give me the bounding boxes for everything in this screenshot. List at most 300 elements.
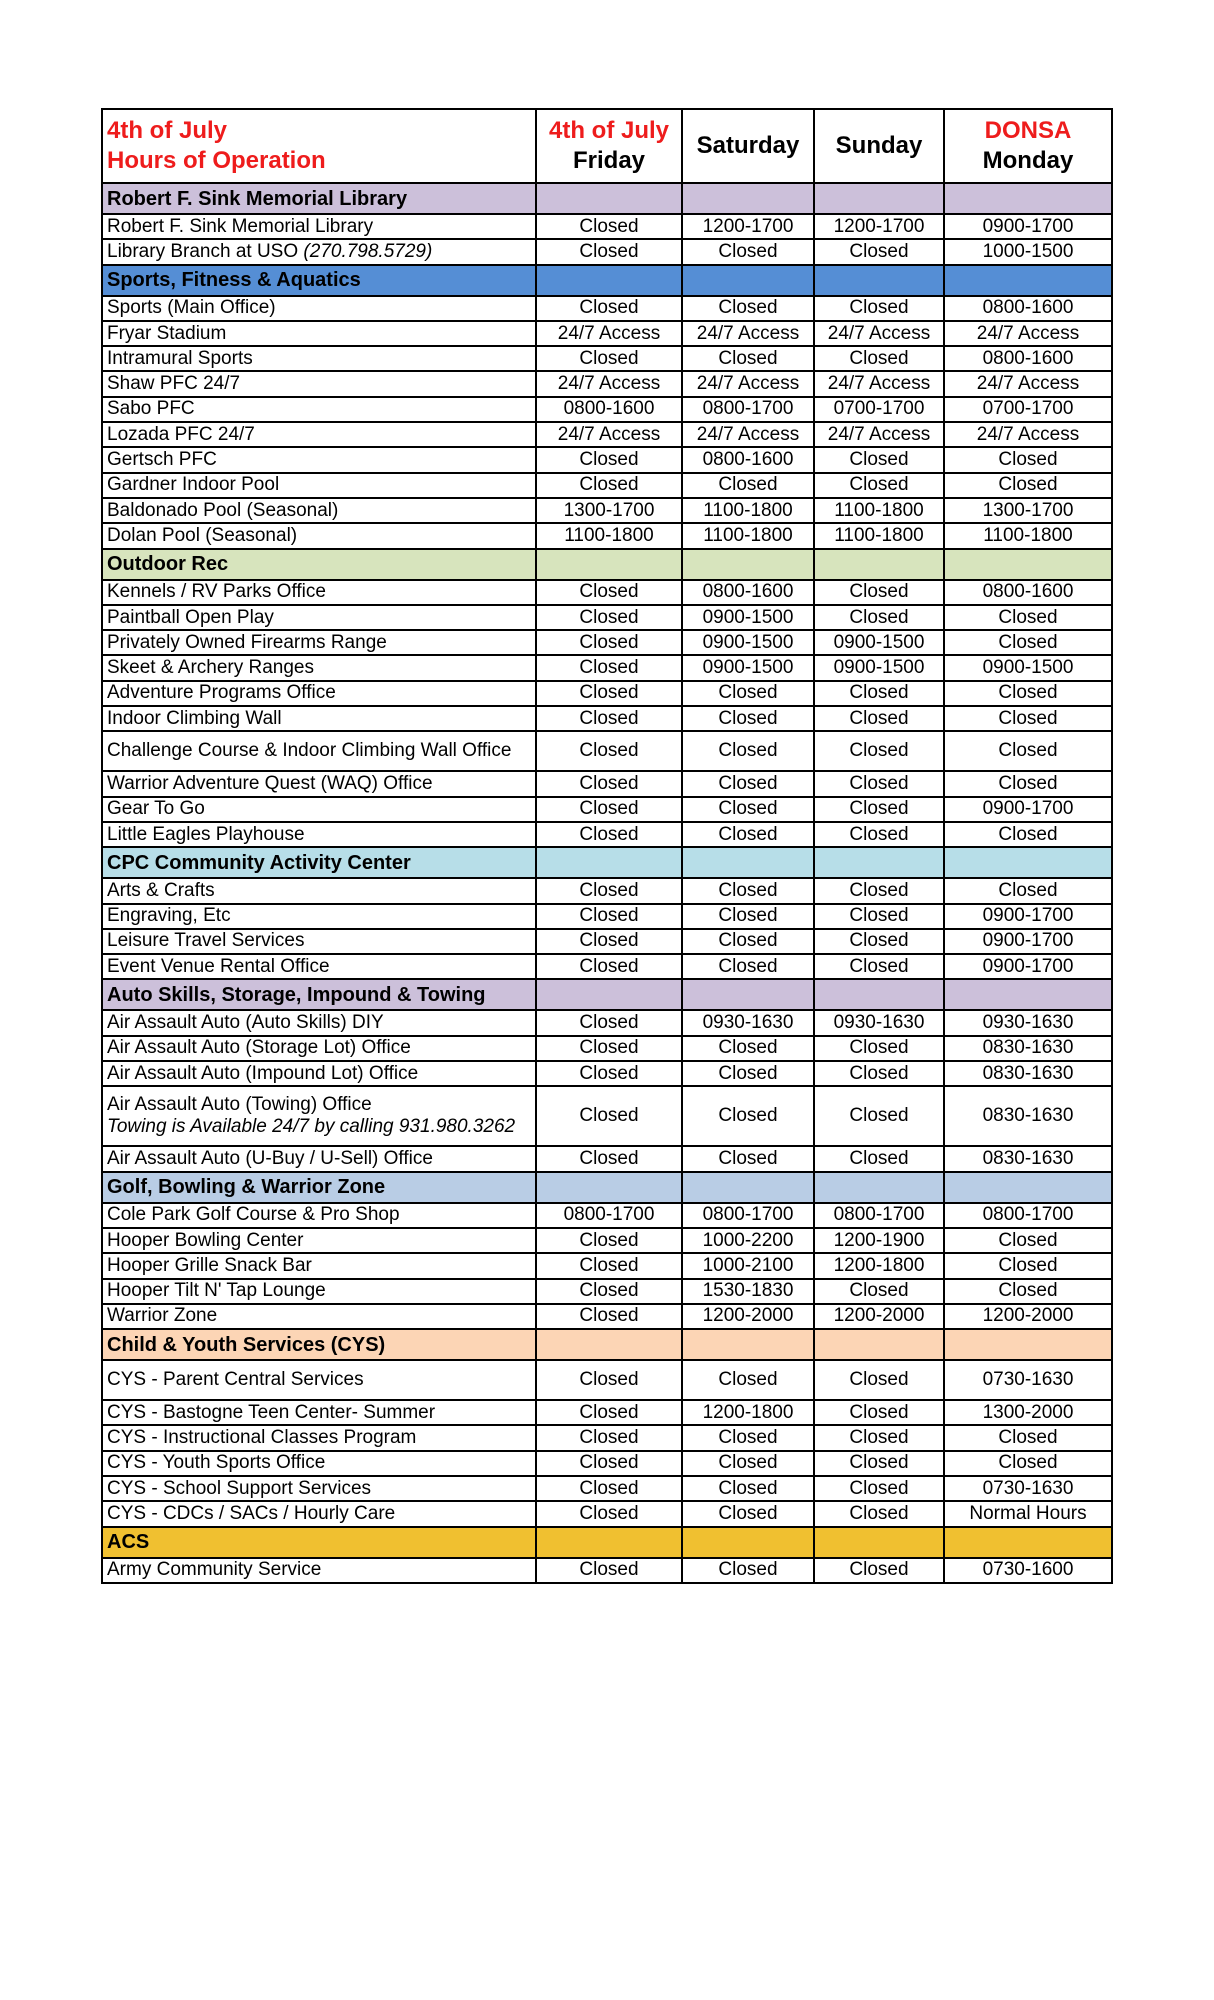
- hours-saturday: 0900-1500: [682, 630, 814, 655]
- table-row: [102, 1476, 1112, 1501]
- hours-sunday: 1200-1800: [814, 1253, 944, 1278]
- hours-saturday: Closed: [682, 1451, 814, 1476]
- facility-phone: (270.798.5729): [303, 240, 433, 262]
- hours-sunday: Closed: [814, 1476, 944, 1501]
- hours-saturday: 1100-1800: [682, 523, 814, 548]
- hours-monday: Closed: [944, 447, 1112, 472]
- table-row: [102, 1086, 1112, 1146]
- hours-sunday: Closed: [814, 1279, 944, 1304]
- hours-sunday: Closed: [814, 929, 944, 954]
- hours-monday: 0730-1630: [944, 1360, 1112, 1400]
- facility-name: [102, 954, 536, 979]
- hours-monday: 0730-1630: [944, 1476, 1112, 1501]
- hours-monday: 1200-2000: [944, 1304, 1112, 1329]
- hours-friday: 24/7 Access: [536, 371, 682, 396]
- section-fill-cell: [682, 549, 814, 580]
- hours-monday: 0800-1600: [944, 580, 1112, 605]
- hours-sunday: Closed: [814, 822, 944, 847]
- hours-saturday: 24/7 Access: [682, 371, 814, 396]
- hours-sunday: 0800-1700: [814, 1203, 944, 1228]
- facility-name: [102, 878, 536, 903]
- hours-friday: 0800-1600: [536, 397, 682, 422]
- hours-saturday: Closed: [682, 822, 814, 847]
- facility-name: [102, 1228, 536, 1253]
- facility-name: [102, 346, 536, 371]
- col-header-monday: [944, 109, 1112, 183]
- facility-name: [102, 1451, 536, 1476]
- table-row: [102, 771, 1112, 796]
- table-row: [102, 605, 1112, 630]
- hours-saturday: Closed: [682, 239, 814, 264]
- hours-saturday: 24/7 Access: [682, 422, 814, 447]
- section-fill-cell: [814, 265, 944, 296]
- hours-saturday: 0800-1700: [682, 1203, 814, 1228]
- hours-friday: Closed: [536, 1279, 682, 1304]
- table-row: [102, 1146, 1112, 1171]
- hours-monday: 1000-1500: [944, 239, 1112, 264]
- hours-monday: Closed: [944, 681, 1112, 706]
- table-row: [102, 214, 1112, 239]
- hours-sunday: Closed: [814, 580, 944, 605]
- hours-saturday: 0800-1700: [682, 397, 814, 422]
- hours-saturday: Closed: [682, 296, 814, 321]
- hours-saturday: 1100-1800: [682, 498, 814, 523]
- hours-friday: Closed: [536, 771, 682, 796]
- facility-label: CYS - Bastogne Teen Center- Summer: [107, 1401, 436, 1423]
- hours-sunday: 1200-1900: [814, 1228, 944, 1253]
- hours-monday: 1100-1800: [944, 523, 1112, 548]
- section-title: Robert F. Sink Memorial Library: [102, 183, 536, 214]
- hours-friday: Closed: [536, 1036, 682, 1061]
- hours-friday: Closed: [536, 706, 682, 731]
- table-row: [102, 580, 1112, 605]
- hours-friday: Closed: [536, 1558, 682, 1583]
- facility-label: Shaw PFC 24/7: [107, 373, 241, 395]
- facility-name: [102, 1203, 536, 1228]
- facility-label: Hooper Tilt N' Tap Lounge: [107, 1280, 326, 1302]
- table-body: [102, 183, 1112, 1583]
- hours-monday: Closed: [944, 1425, 1112, 1450]
- table-row: [102, 630, 1112, 655]
- facility-label: Privately Owned Firearms Range: [107, 631, 387, 653]
- section-fill-cell: [682, 1329, 814, 1360]
- facility-name: [102, 1086, 536, 1146]
- hours-monday: 0700-1700: [944, 397, 1112, 422]
- section-title: CPC Community Activity Center: [102, 847, 536, 878]
- hours-saturday: 1530-1830: [682, 1279, 814, 1304]
- facility-name: [102, 321, 536, 346]
- facility-name: [102, 1476, 536, 1501]
- facility-label: Engraving, Etc: [107, 905, 231, 927]
- hours-friday: Closed: [536, 822, 682, 847]
- section-header-golf: [102, 1172, 1112, 1203]
- hours-friday: Closed: [536, 296, 682, 321]
- section-fill-cell: [536, 979, 682, 1010]
- hours-monday: Closed: [944, 473, 1112, 498]
- facility-label: Skeet & Archery Ranges: [107, 657, 314, 679]
- facility-label: Air Assault Auto (U-Buy / U-Sell) Office: [107, 1147, 433, 1169]
- hours-monday: 0900-1700: [944, 797, 1112, 822]
- facility-name: [102, 498, 536, 523]
- section-title: Golf, Bowling & Warrior Zone: [102, 1172, 536, 1203]
- facility-label: Gear To Go: [107, 798, 205, 820]
- facility-label: Paintball Open Play: [107, 606, 274, 628]
- facility-label: CYS - Youth Sports Office: [107, 1452, 326, 1474]
- table-row: [102, 239, 1112, 264]
- hours-friday: Closed: [536, 929, 682, 954]
- table-row: [102, 447, 1112, 472]
- hours-table: [101, 108, 1113, 1584]
- facility-label: Arts & Crafts: [107, 879, 215, 901]
- hours-saturday: Closed: [682, 1476, 814, 1501]
- hours-friday: Closed: [536, 904, 682, 929]
- col-header-saturday: Saturday: [682, 109, 814, 183]
- facility-label: Robert F. Sink Memorial Library: [107, 215, 374, 237]
- facility-label: CYS - Instructional Classes Program: [107, 1427, 417, 1449]
- section-header-cys: [102, 1329, 1112, 1360]
- facility-label: Warrior Zone: [107, 1305, 218, 1327]
- facility-name: [102, 447, 536, 472]
- hours-monday: 24/7 Access: [944, 422, 1112, 447]
- hours-monday: Closed: [944, 706, 1112, 731]
- facility-label: Intramural Sports: [107, 347, 253, 369]
- section-title: ACS: [102, 1527, 536, 1558]
- hours-monday: 0900-1500: [944, 655, 1112, 680]
- hours-monday: 0930-1630: [944, 1010, 1112, 1035]
- hours-friday: Closed: [536, 655, 682, 680]
- hours-friday: Closed: [536, 1501, 682, 1526]
- table-row: [102, 1061, 1112, 1086]
- hours-saturday: 1200-2000: [682, 1304, 814, 1329]
- hours-monday: 0730-1600: [944, 1558, 1112, 1583]
- facility-name: [102, 605, 536, 630]
- section-fill-cell: [944, 549, 1112, 580]
- facility-name: [102, 523, 536, 548]
- hours-saturday: Closed: [682, 473, 814, 498]
- hours-sunday: 1200-1700: [814, 214, 944, 239]
- facility-name: [102, 214, 536, 239]
- facility-name: [102, 904, 536, 929]
- facility-name: [102, 797, 536, 822]
- section-fill-cell: [682, 847, 814, 878]
- hours-sunday: Closed: [814, 1146, 944, 1171]
- hours-sunday: 1100-1800: [814, 523, 944, 548]
- section-fill-cell: [682, 979, 814, 1010]
- section-fill-cell: [536, 1172, 682, 1203]
- section-header-cpc: [102, 847, 1112, 878]
- table-row: [102, 523, 1112, 548]
- section-fill-cell: [814, 979, 944, 1010]
- hours-friday: Closed: [536, 731, 682, 771]
- facility-label: Little Eagles Playhouse: [107, 823, 305, 845]
- hours-monday: Normal Hours: [944, 1501, 1112, 1526]
- section-title: Auto Skills, Storage, Impound & Towing: [102, 979, 536, 1010]
- table-row: [102, 731, 1112, 771]
- hours-friday: Closed: [536, 630, 682, 655]
- hours-friday: Closed: [536, 1360, 682, 1400]
- section-title: Sports, Fitness & Aquatics: [102, 265, 536, 296]
- hours-sunday: Closed: [814, 296, 944, 321]
- hours-saturday: 0800-1600: [682, 580, 814, 605]
- facility-label: Air Assault Auto (Storage Lot) Office: [107, 1037, 411, 1059]
- hours-saturday: 1000-2200: [682, 1228, 814, 1253]
- hours-saturday: Closed: [682, 797, 814, 822]
- facility-name: [102, 1010, 536, 1035]
- table-row: [102, 296, 1112, 321]
- table-row: [102, 929, 1112, 954]
- hours-sunday: Closed: [814, 605, 944, 630]
- hours-monday: 1300-1700: [944, 498, 1112, 523]
- table-row: [102, 1400, 1112, 1425]
- table-row: [102, 904, 1112, 929]
- hours-sunday: 24/7 Access: [814, 371, 944, 396]
- hours-monday: Closed: [944, 731, 1112, 771]
- hours-friday: Closed: [536, 346, 682, 371]
- table-title: [102, 109, 536, 183]
- section-fill-cell: [944, 265, 1112, 296]
- header-row: [102, 109, 1112, 183]
- hours-saturday: Closed: [682, 681, 814, 706]
- section-title: Child & Youth Services (CYS): [102, 1329, 536, 1360]
- facility-name: [102, 1558, 536, 1583]
- hours-saturday: Closed: [682, 878, 814, 903]
- hours-monday: Closed: [944, 605, 1112, 630]
- hours-sunday: Closed: [814, 1558, 944, 1583]
- hours-monday: 0900-1700: [944, 904, 1112, 929]
- table-row: [102, 1010, 1112, 1035]
- table-row: [102, 655, 1112, 680]
- table-row: [102, 1203, 1112, 1228]
- facility-name: [102, 239, 536, 264]
- facility-name: [102, 1279, 536, 1304]
- section-header-auto: [102, 979, 1112, 1010]
- table-row: [102, 1036, 1112, 1061]
- facility-label: Air Assault Auto (Impound Lot) Office: [107, 1062, 419, 1084]
- facility-name: [102, 655, 536, 680]
- hours-sunday: Closed: [814, 771, 944, 796]
- table-row: [102, 1253, 1112, 1278]
- hours-saturday: 0900-1500: [682, 605, 814, 630]
- hours-saturday: 0800-1600: [682, 447, 814, 472]
- col-header-monday-day: Monday: [982, 147, 1074, 174]
- section-fill-cell: [536, 183, 682, 214]
- table-row: [102, 954, 1112, 979]
- hours-sunday: Closed: [814, 1360, 944, 1400]
- hours-saturday: Closed: [682, 954, 814, 979]
- facility-name: [102, 296, 536, 321]
- hours-friday: Closed: [536, 214, 682, 239]
- hours-friday: Closed: [536, 681, 682, 706]
- col-header-friday-day: Friday: [572, 147, 646, 174]
- table-row: [102, 1451, 1112, 1476]
- table-row: [102, 681, 1112, 706]
- hours-friday: 24/7 Access: [536, 422, 682, 447]
- hours-saturday: Closed: [682, 1360, 814, 1400]
- hours-monday: 0900-1700: [944, 929, 1112, 954]
- section-fill-cell: [944, 979, 1112, 1010]
- col-header-friday: [536, 109, 682, 183]
- hours-friday: 24/7 Access: [536, 321, 682, 346]
- title-line-1: 4th of July: [107, 117, 228, 144]
- section-fill-cell: [944, 847, 1112, 878]
- section-header-sports: [102, 265, 1112, 296]
- col-header-monday-donsa: DONSA: [984, 117, 1072, 144]
- facility-name: [102, 1146, 536, 1171]
- facility-label: Army Community Service: [107, 1559, 322, 1581]
- hours-monday: 0900-1700: [944, 214, 1112, 239]
- hours-friday: 0800-1700: [536, 1203, 682, 1228]
- facility-name: [102, 822, 536, 847]
- facility-note: Towing is Available 24/7 by calling 931.980.3262: [107, 1116, 516, 1138]
- section-fill-cell: [536, 847, 682, 878]
- hours-saturday: Closed: [682, 1086, 814, 1146]
- facility-label: Sabo PFC: [107, 398, 195, 420]
- hours-sunday: Closed: [814, 1501, 944, 1526]
- hours-sunday: Closed: [814, 1400, 944, 1425]
- section-fill-cell: [814, 1172, 944, 1203]
- table-row: [102, 321, 1112, 346]
- table-row: [102, 422, 1112, 447]
- facility-label: Air Assault Auto (Auto Skills) DIY: [107, 1012, 384, 1034]
- hours-saturday: Closed: [682, 929, 814, 954]
- hours-sunday: Closed: [814, 239, 944, 264]
- hours-sunday: 1100-1800: [814, 498, 944, 523]
- facility-name: [102, 371, 536, 396]
- hours-saturday: 0930-1630: [682, 1010, 814, 1035]
- facility-name: [102, 929, 536, 954]
- hours-friday: Closed: [536, 1146, 682, 1171]
- hours-friday: Closed: [536, 1400, 682, 1425]
- facility-name: [102, 1036, 536, 1061]
- section-fill-cell: [682, 265, 814, 296]
- table-row: [102, 397, 1112, 422]
- hours-monday: 0800-1600: [944, 346, 1112, 371]
- col-header-sunday: Sunday: [814, 109, 944, 183]
- hours-sunday: 0700-1700: [814, 397, 944, 422]
- facility-name: [102, 422, 536, 447]
- hours-saturday: 0900-1500: [682, 655, 814, 680]
- table-row: [102, 1279, 1112, 1304]
- hours-friday: Closed: [536, 1476, 682, 1501]
- section-header-acs: [102, 1527, 1112, 1558]
- table-row: [102, 1228, 1112, 1253]
- hours-saturday: 1000-2100: [682, 1253, 814, 1278]
- facility-name: [102, 1400, 536, 1425]
- section-fill-cell: [814, 1527, 944, 1558]
- hours-sunday: Closed: [814, 1451, 944, 1476]
- table-row: [102, 878, 1112, 903]
- facility-label: Lozada PFC 24/7: [107, 423, 255, 445]
- hours-sunday: Closed: [814, 731, 944, 771]
- facility-name: [102, 1425, 536, 1450]
- hours-sunday: 0900-1500: [814, 630, 944, 655]
- hours-saturday: Closed: [682, 1425, 814, 1450]
- table-row: [102, 371, 1112, 396]
- hours-sunday: 24/7 Access: [814, 422, 944, 447]
- section-fill-cell: [944, 1527, 1112, 1558]
- hours-friday: Closed: [536, 1451, 682, 1476]
- hours-friday: Closed: [536, 1304, 682, 1329]
- hours-friday: Closed: [536, 797, 682, 822]
- hours-friday: 1300-1700: [536, 498, 682, 523]
- hours-saturday: Closed: [682, 1061, 814, 1086]
- table-row: [102, 822, 1112, 847]
- table-row: [102, 1425, 1112, 1450]
- facility-name: [102, 1360, 536, 1400]
- hours-sunday: Closed: [814, 473, 944, 498]
- facility-name: [102, 1304, 536, 1329]
- section-header-library: [102, 183, 1112, 214]
- table-row: [102, 1558, 1112, 1583]
- facility-label: Hooper Bowling Center: [107, 1229, 304, 1251]
- hours-sunday: 0930-1630: [814, 1010, 944, 1035]
- hours-monday: 0830-1630: [944, 1036, 1112, 1061]
- hours-friday: Closed: [536, 1010, 682, 1035]
- facility-name: [102, 397, 536, 422]
- facility-label: Warrior Adventure Quest (WAQ) Office: [107, 772, 433, 794]
- section-fill-cell: [814, 1329, 944, 1360]
- section-fill-cell: [814, 549, 944, 580]
- hours-monday: 0800-1600: [944, 296, 1112, 321]
- hours-saturday: Closed: [682, 904, 814, 929]
- section-fill-cell: [944, 183, 1112, 214]
- hours-friday: 1100-1800: [536, 523, 682, 548]
- facility-name: [102, 1061, 536, 1086]
- section-fill-cell: [814, 847, 944, 878]
- hours-sunday: Closed: [814, 1425, 944, 1450]
- facility-name: [102, 681, 536, 706]
- hours-saturday: Closed: [682, 731, 814, 771]
- hours-friday: Closed: [536, 1228, 682, 1253]
- facility-label: Baldonado Pool (Seasonal): [107, 499, 339, 521]
- facility-label: Library Branch at USO: [107, 240, 299, 262]
- hours-monday: Closed: [944, 1253, 1112, 1278]
- hours-monday: Closed: [944, 630, 1112, 655]
- facility-name: [102, 706, 536, 731]
- section-fill-cell: [944, 1329, 1112, 1360]
- facility-label: Sports (Main Office): [107, 297, 276, 319]
- facility-label: Fryar Stadium: [107, 322, 227, 344]
- hours-friday: Closed: [536, 1061, 682, 1086]
- table-row: [102, 498, 1112, 523]
- hours-monday: Closed: [944, 771, 1112, 796]
- table-row: [102, 1304, 1112, 1329]
- hours-friday: Closed: [536, 954, 682, 979]
- table-row: [102, 797, 1112, 822]
- hours-friday: Closed: [536, 1253, 682, 1278]
- hours-monday: Closed: [944, 878, 1112, 903]
- hours-saturday: 1200-1700: [682, 214, 814, 239]
- facility-name: [102, 771, 536, 796]
- hours-monday: 0830-1630: [944, 1061, 1112, 1086]
- hours-monday: 1300-2000: [944, 1400, 1112, 1425]
- hours-friday: Closed: [536, 878, 682, 903]
- facility-label: CYS - CDCs / SACs / Hourly Care: [107, 1502, 396, 1524]
- facility-name: [102, 1501, 536, 1526]
- facility-label: Hooper Grille Snack Bar: [107, 1254, 312, 1276]
- hours-friday: Closed: [536, 605, 682, 630]
- facility-label: Event Venue Rental Office: [107, 955, 330, 977]
- hours-monday: 0900-1700: [944, 954, 1112, 979]
- hours-friday: Closed: [536, 1086, 682, 1146]
- facility-label: Kennels / RV Parks Office: [107, 581, 326, 603]
- facility-label: Gardner Indoor Pool: [107, 474, 280, 496]
- hours-sunday: 24/7 Access: [814, 321, 944, 346]
- hours-monday: Closed: [944, 822, 1112, 847]
- section-fill-cell: [944, 1172, 1112, 1203]
- hours-sunday: 1200-2000: [814, 1304, 944, 1329]
- hours-friday: Closed: [536, 1425, 682, 1450]
